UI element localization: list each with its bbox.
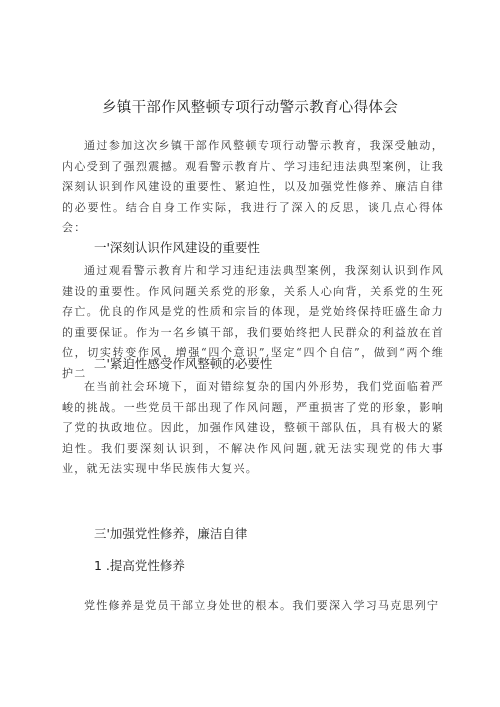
section-2-paragraph: 在当前社会环境下，面对错综复杂的国内外形势，我们党面临着严峻的挑战。一些党员干部出现了作风问题，严重损害了党的形象，影响了党的执政地位。因此，加强作风建设，整顿干部队伍，具有极大的紧迫性。我们要深刻认识到，不解决作风问题,就无法实现党的伟大事业，就无法实现中华民族伟大复兴。	[62, 380, 444, 475]
section-1-heading: 一'深刻认识作风建设的重要性	[94, 240, 260, 255]
document-title: 乡镇干部作风整顿专项行动警示教育心得体会	[102, 100, 398, 116]
section-2-heading: 二'紧迫性感受作风整顿的必要性	[94, 356, 273, 371]
subsection-1-heading: 1 .提高党性修养	[94, 558, 185, 573]
subsection-1-paragraph: 党性修养是党员干部立身处世的根本。我们要深入学习马克思列宁	[84, 599, 440, 612]
section-1-paragraph: 通过观看警示教育片和学习违纪违法典型案例，我深刻认识到作风建设的重要性。作风问题关系党的形象，关系人心向背，关系党的生死存亡。优良的作风是党的性质和宗旨的体现，是党始终保持旺盛生命力的重要保证。作为一名乡镇干部，我们要始终把人民群众的利益放在首位，切实转变作风，增强“四个意识”,坚定“四个自信”，做到“两个维护二	[62, 264, 444, 380]
intro-paragraph: 通过参加这次乡镇干部作风整顿专项行动警示教育，我深受触动，内心受到了强烈震撼。观看警示教育片、学习违纪违法典型案例，让我深刻认识到作风建设的重要性、紧迫性，以及加强党性修养、廉洁自律的必要性。结合自身工作实际，我进行了深入的反思，谈几点心得体会：	[62, 139, 444, 234]
section-3-heading: 三'加强党性修养，廉洁自律	[94, 526, 248, 541]
